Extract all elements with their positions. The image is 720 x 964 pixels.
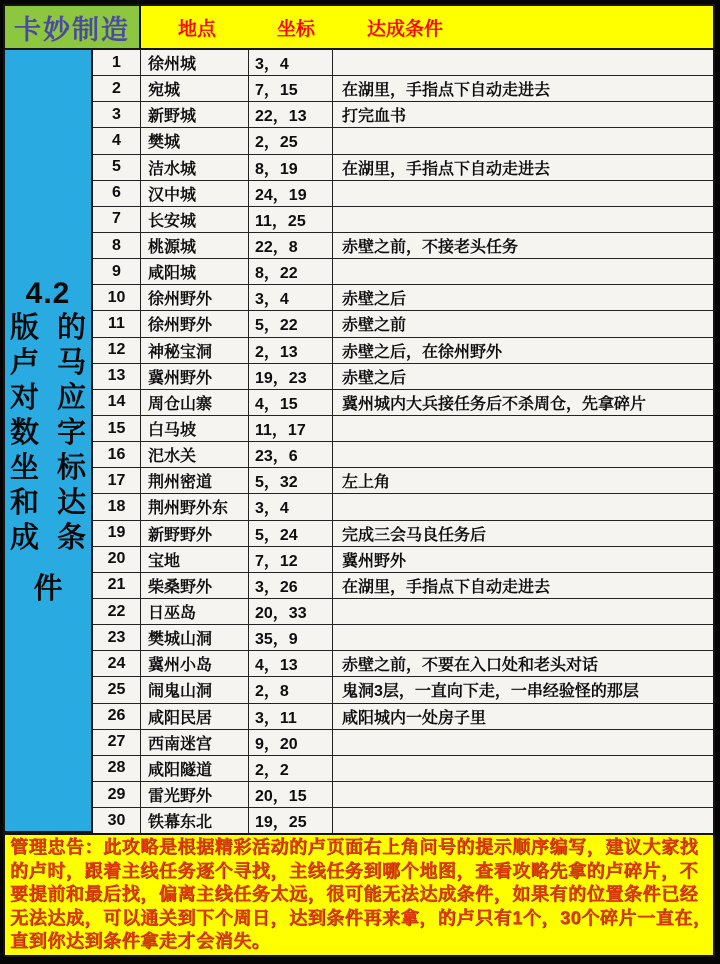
cell-condition: 在湖里，手指点下自动走进去 xyxy=(342,160,551,178)
cell-number: 2 xyxy=(93,76,141,101)
cell-condition xyxy=(333,259,713,284)
cell-condition xyxy=(333,494,713,519)
sidebar-char-right: 标 xyxy=(57,451,87,484)
cell-location: 柴桑野外 xyxy=(141,573,249,598)
sidebar-version: 4.2 xyxy=(25,276,71,310)
cell-coord: 9，20 xyxy=(249,730,333,755)
table-row xyxy=(93,259,713,285)
table-row xyxy=(93,285,713,311)
cell-number: 3 xyxy=(93,102,141,127)
cell-condition xyxy=(333,625,713,650)
cell-coord: 3，4 xyxy=(249,50,333,75)
cell-location: 咸阳城 xyxy=(141,259,249,284)
cell-coord: 19，23 xyxy=(249,364,333,389)
cell-location: 徐州野外 xyxy=(141,285,249,310)
cell-location: 荆州野外东 xyxy=(141,494,249,519)
table-row xyxy=(93,416,713,442)
cell-coord: 19，25 xyxy=(249,808,333,833)
header-row xyxy=(3,4,715,50)
table-row xyxy=(93,756,713,782)
cell-coord: 5，22 xyxy=(249,311,333,336)
cell-condition xyxy=(333,782,713,807)
cell-location: 樊城山洞 xyxy=(141,625,249,650)
cell-number: 19 xyxy=(93,521,141,546)
cell-number: 12 xyxy=(93,338,141,363)
cell-condition: 赤壁之前，不接老头任务 xyxy=(342,239,519,257)
sidebar-char-pair xyxy=(10,311,86,346)
cell-coord: 11，17 xyxy=(249,416,333,441)
warning-box xyxy=(3,833,715,957)
cell-condition xyxy=(333,730,713,755)
sidebar-char-right: 应 xyxy=(57,381,87,414)
sidebar-char-left: 对 xyxy=(9,381,39,414)
brand-badge xyxy=(3,4,141,50)
cell-location: 徐州城 xyxy=(141,50,249,75)
cell-number: 24 xyxy=(93,651,141,676)
sidebar-char-pair xyxy=(10,486,86,521)
cell-number: 16 xyxy=(93,442,141,467)
cell-condition: 赤壁之后，在徐州野外 xyxy=(342,343,503,361)
cell-number: 21 xyxy=(93,573,141,598)
table-row xyxy=(93,494,713,520)
cell-condition xyxy=(333,808,713,833)
sidebar-char-pair xyxy=(10,416,86,451)
cell-condition: 在湖里，手指点下自动走进去 xyxy=(342,578,551,596)
table-row xyxy=(93,233,713,259)
cell-coord: 3，11 xyxy=(249,704,333,729)
cell-location: 日巫岛 xyxy=(141,599,249,624)
sidebar-char-right: 马 xyxy=(57,346,87,379)
column-header-condition: 达成条件 xyxy=(367,18,444,40)
cell-location: 闹鬼山洞 xyxy=(141,677,249,702)
warning-line: 直到你达到条件拿走才会消失。 xyxy=(10,931,271,951)
cell-number: 11 xyxy=(93,311,141,336)
table-row xyxy=(93,102,713,128)
sidebar-char-right: 条 xyxy=(57,521,87,554)
cell-coord: 8，19 xyxy=(249,155,333,180)
column-header-bar xyxy=(141,4,715,50)
sidebar-title xyxy=(3,50,93,833)
cell-condition xyxy=(333,181,713,206)
cell-condition: 左上角 xyxy=(342,474,391,492)
brand-label: 卡妙制造 xyxy=(14,14,130,45)
sidebar-char-pair xyxy=(10,521,86,556)
cell-location: 铁幕东北 xyxy=(141,808,249,833)
cell-location: 雷光野外 xyxy=(141,782,249,807)
cell-coord: 5，32 xyxy=(249,468,333,493)
cell-condition xyxy=(333,416,713,441)
cell-number: 26 xyxy=(93,704,141,729)
cell-location: 桃源城 xyxy=(141,233,249,258)
cell-number: 6 xyxy=(93,181,141,206)
cell-number: 28 xyxy=(93,756,141,781)
cell-location: 冀州野外 xyxy=(141,364,249,389)
cell-location: 樊城 xyxy=(141,128,249,153)
table-body xyxy=(93,50,715,833)
cell-number: 30 xyxy=(93,808,141,833)
cell-coord: 24，19 xyxy=(249,181,333,206)
cell-number: 15 xyxy=(93,416,141,441)
cell-condition xyxy=(333,207,713,232)
sidebar-last-char: 件 xyxy=(33,572,63,605)
cell-number: 4 xyxy=(93,128,141,153)
cell-location: 汉中城 xyxy=(141,181,249,206)
cell-coord: 3，26 xyxy=(249,573,333,598)
cell-number: 17 xyxy=(93,468,141,493)
column-header-location: 地点 xyxy=(177,18,216,40)
table-row xyxy=(93,442,713,468)
cell-coord: 7，15 xyxy=(249,76,333,101)
table-row xyxy=(93,338,713,364)
sidebar-chars xyxy=(10,311,86,556)
cell-coord: 20，15 xyxy=(249,782,333,807)
table-row xyxy=(93,625,713,651)
cell-coord: 2，13 xyxy=(249,338,333,363)
warning-line: 的卢时，跟着主线任务逐个寻找，主线任务到哪个地图，查看攻略先拿的卢碎片，不 xyxy=(10,860,699,881)
sidebar-char-left: 和 xyxy=(9,486,39,519)
cell-location: 新野城 xyxy=(141,102,249,127)
cell-coord: 8，22 xyxy=(249,259,333,284)
column-header-coord: 坐标 xyxy=(276,18,315,40)
cell-condition xyxy=(333,128,713,153)
warning-line: 要提前和最后找，偏离主线任务太远，很可能无法达成条件，如果有的位置条件已经 xyxy=(10,884,699,904)
cell-condition: 咸阳城内一处房子里 xyxy=(342,709,487,727)
table-row xyxy=(93,128,713,154)
table-row xyxy=(93,181,713,207)
cell-number: 18 xyxy=(93,494,141,519)
cell-number: 14 xyxy=(93,390,141,415)
cell-coord: 2，2 xyxy=(249,756,333,781)
table-content xyxy=(3,4,715,957)
cell-number: 20 xyxy=(93,547,141,572)
cell-location: 冀州小岛 xyxy=(141,651,249,676)
sidebar-char-pair xyxy=(10,451,86,486)
sidebar-char-left: 卢 xyxy=(9,346,39,379)
cell-number: 25 xyxy=(93,677,141,702)
table-row xyxy=(93,782,713,808)
cell-location: 汜水关 xyxy=(141,442,249,467)
cell-coord: 22，13 xyxy=(249,102,333,127)
cell-condition: 赤壁之前 xyxy=(342,317,407,335)
cell-condition: 鬼洞3层，一直向下走，一串经验怪的那层 xyxy=(342,683,639,701)
table-row xyxy=(93,50,713,76)
cell-number: 8 xyxy=(93,233,141,258)
cell-number: 13 xyxy=(93,364,141,389)
cell-location: 神秘宝洞 xyxy=(141,338,249,363)
cell-coord: 2，8 xyxy=(249,677,333,702)
cell-coord: 35，9 xyxy=(249,625,333,650)
table-row xyxy=(93,573,713,599)
cell-condition: 在湖里，手指点下自动走进去 xyxy=(342,82,551,100)
cell-condition xyxy=(333,442,713,467)
cell-condition: 赤壁之前，不要在入口处和老头对话 xyxy=(342,657,599,675)
cell-location: 宝地 xyxy=(141,547,249,572)
cell-location: 新野野外 xyxy=(141,521,249,546)
cell-location: 洁水城 xyxy=(141,155,249,180)
cell-coord: 20，33 xyxy=(249,599,333,624)
cell-number: 7 xyxy=(93,207,141,232)
sidebar-char-right: 达 xyxy=(57,486,87,519)
sidebar-char-right: 的 xyxy=(57,311,87,344)
cell-number: 5 xyxy=(93,155,141,180)
cell-coord: 2，25 xyxy=(249,128,333,153)
cell-location: 宛城 xyxy=(141,76,249,101)
cell-condition: 赤壁之后 xyxy=(342,369,407,387)
table-row xyxy=(93,599,713,625)
cell-location: 西南迷宫 xyxy=(141,730,249,755)
table-row xyxy=(93,677,713,703)
cell-number: 1 xyxy=(93,50,141,75)
table-row xyxy=(93,76,713,102)
cell-number: 23 xyxy=(93,625,141,650)
warning-line: 无法达成，可以通关到下个周日，达到条件再来拿，的卢只有1个，30个碎片一直在， xyxy=(10,907,712,928)
table-row xyxy=(93,704,713,730)
sidebar-char-pair xyxy=(10,381,86,416)
cell-coord: 5，24 xyxy=(249,521,333,546)
cell-coord: 11，25 xyxy=(249,207,333,232)
cell-coord: 4，13 xyxy=(249,651,333,676)
table-row xyxy=(93,155,713,181)
cell-condition: 冀州城内大兵接任务后不杀周仓，先拿碎片 xyxy=(342,395,647,413)
table-row xyxy=(93,547,713,573)
table-row xyxy=(93,521,713,547)
cell-number: 9 xyxy=(93,259,141,284)
cell-condition: 冀州野外 xyxy=(342,552,407,570)
sidebar-char-right: 字 xyxy=(57,416,87,449)
cell-number: 22 xyxy=(93,599,141,624)
cell-location: 荆州密道 xyxy=(141,468,249,493)
body-row xyxy=(3,50,715,833)
sidebar-char-left: 成 xyxy=(9,521,39,554)
cell-number: 10 xyxy=(93,285,141,310)
table-row xyxy=(93,651,713,677)
cell-location: 长安城 xyxy=(141,207,249,232)
cell-coord: 4，15 xyxy=(249,390,333,415)
table-row xyxy=(93,730,713,756)
table-row xyxy=(93,364,713,390)
cell-condition xyxy=(333,50,713,75)
cell-location: 咸阳隧道 xyxy=(141,756,249,781)
sidebar-char-pair xyxy=(10,346,86,381)
table-row xyxy=(93,808,713,833)
cell-coord: 7，12 xyxy=(249,547,333,572)
sidebar-char-left: 数 xyxy=(9,416,39,449)
cell-coord: 23，6 xyxy=(249,442,333,467)
cell-coord: 22，8 xyxy=(249,233,333,258)
cell-condition: 完成三会马良任务后 xyxy=(342,526,487,544)
cell-location: 周仓山寨 xyxy=(141,390,249,415)
sidebar-char-left: 坐 xyxy=(9,451,39,484)
cell-condition xyxy=(333,599,713,624)
table-row xyxy=(93,468,713,494)
table-row xyxy=(93,390,713,416)
cell-condition: 打完血书 xyxy=(342,108,407,126)
sidebar-char-left: 版 xyxy=(9,311,39,344)
cell-location: 白马坡 xyxy=(141,416,249,441)
cell-number: 27 xyxy=(93,730,141,755)
table-row xyxy=(93,311,713,337)
cell-condition xyxy=(333,756,713,781)
cell-coord: 3，4 xyxy=(249,285,333,310)
cell-location: 徐州野外 xyxy=(141,311,249,336)
cell-condition: 赤壁之后 xyxy=(342,291,407,309)
table-row xyxy=(93,207,713,233)
cell-number: 29 xyxy=(93,782,141,807)
warning-line: 管理忠告：此攻略是根据精彩活动的卢页面右上角问号的提示顺序编写，建议大家找 xyxy=(10,837,699,857)
cell-location: 咸阳民居 xyxy=(141,704,249,729)
cell-coord: 3，4 xyxy=(249,494,333,519)
